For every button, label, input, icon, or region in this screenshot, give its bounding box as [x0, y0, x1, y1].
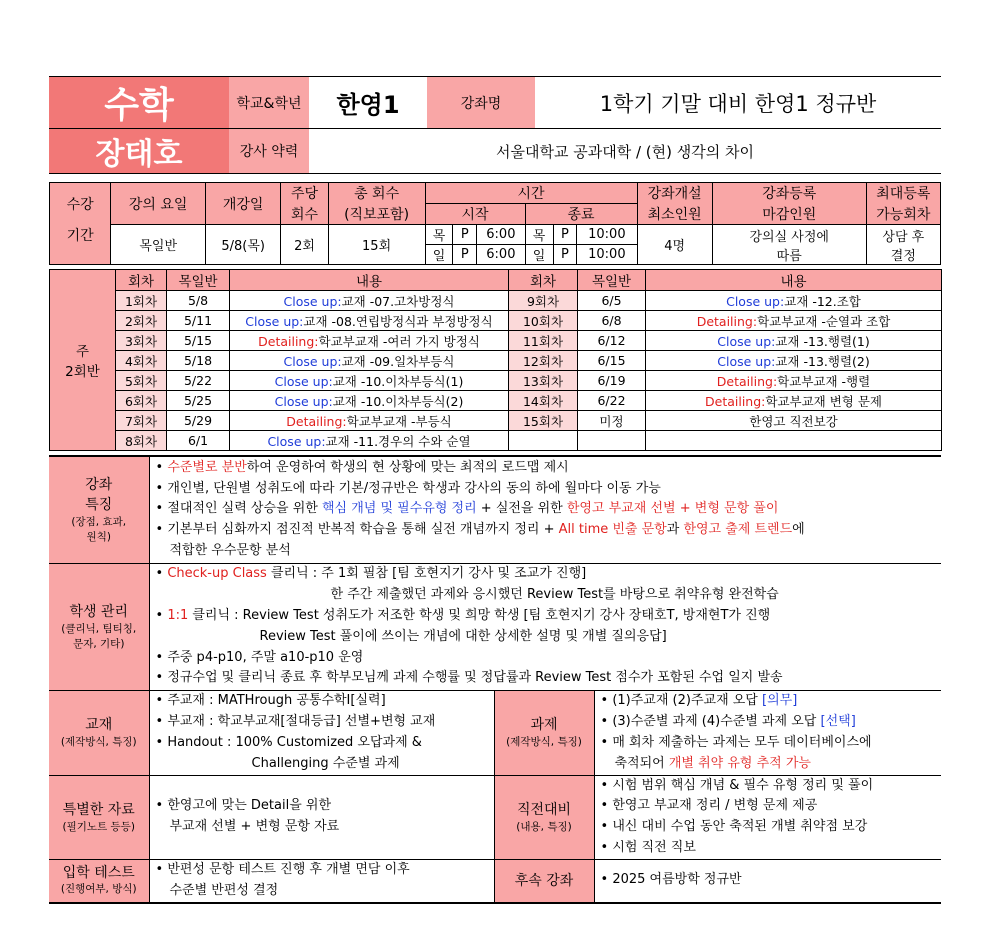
- plan-content: [646, 351, 942, 371]
- plan-tag: Close up:: [717, 333, 776, 349]
- plan-side-label: 주 2회반: [50, 270, 116, 451]
- plan-header-col-content: 내용: [230, 270, 509, 291]
- plan-tag: Detailing:: [705, 393, 766, 409]
- plan-text: 한영고 직전보강: [749, 413, 838, 429]
- plan-header-col-day: 목일반: [578, 270, 646, 291]
- slot2-start-time: 6:00: [477, 245, 525, 265]
- management-section: [49, 564, 941, 692]
- period-label: 수강: [50, 183, 111, 225]
- plan-text: 교재 -07.고차방정식: [341, 293, 455, 309]
- plan-date: 6/19: [578, 371, 646, 391]
- plan-tag: Detailing:: [286, 413, 347, 429]
- final-label: 직전대비 (내용, 특징): [494, 776, 594, 860]
- plan-date: 6/5: [578, 291, 646, 311]
- col-weekly: 주당: [281, 183, 328, 204]
- slot2-end-day: 일: [525, 245, 553, 265]
- features-label: 강좌 특징 (장점, 효과, 원칙): [49, 457, 149, 563]
- plan-content: [646, 291, 942, 311]
- plan-tag: Close up:: [245, 313, 304, 329]
- header-table: [49, 76, 941, 174]
- open-value: 5/8(목): [206, 225, 281, 265]
- teacher-name: 장태호: [49, 129, 229, 174]
- plan-empty-cell: [646, 431, 942, 451]
- career-value: 서울대학교 공과대학 / (현) 생각의 차이: [309, 129, 941, 174]
- entrance-follow-section: [49, 860, 941, 904]
- plan-empty-cell: [578, 431, 646, 451]
- plan-round: 6회차: [116, 391, 167, 411]
- slot2-end-time: 10:00: [577, 245, 637, 265]
- plan-round: 9회차: [509, 291, 578, 311]
- col-time: 시간: [425, 183, 637, 204]
- col-total-2: (직보포함): [328, 204, 425, 225]
- plan-content: [230, 391, 509, 411]
- plan-tag: Detailing:: [258, 333, 319, 349]
- plan-text: 교재 -10.이차부등식(1): [332, 373, 464, 389]
- col-deadline: 강좌등록: [712, 183, 866, 204]
- plan-round: 12회차: [509, 351, 578, 371]
- plan-content: [230, 431, 509, 451]
- col-start: 시작: [425, 204, 525, 225]
- plan-date: 6/15: [578, 351, 646, 371]
- plan-date: 미정: [578, 411, 646, 431]
- plan-content: [230, 371, 509, 391]
- plan-header-col-round: 회차: [509, 270, 578, 291]
- features-content: • 수준별로 분반하여 운영하여 학생의 현 상황에 맞는 최적의 로드맵 제시 • 개인별, 단원별 성취도에 따라 기본/정규반은 학생과 강사의 동의 하에 월마다 이동 가능 • 절대적인 실력 상승을 위한 핵심 개념 및 필수유형 정리 + 실전을 위한 한영고 부교재 선별 + 변형 문항 풀이 • 기본부터 심화까지 점진적 반복적 학습을 통해 실전 개념까지 정리 + All time 빈출 문항과 한영고 출제 트렌드에 적합한 우수문항 분석: [155, 459, 805, 558]
- plan-content: [230, 311, 509, 331]
- course-name-value: 1학기 기말 대비 한영1 정규반: [535, 77, 941, 129]
- plan-round: 1회차: [116, 291, 167, 311]
- plan-date: 5/15: [167, 331, 230, 351]
- plan-round: 13회차: [509, 371, 578, 391]
- plan-date: 5/8: [167, 291, 230, 311]
- slot1-start-time: 6:00: [477, 225, 525, 245]
- plan-date: 5/22: [167, 371, 230, 391]
- plan-row: [50, 371, 942, 391]
- plan-round: 15회차: [509, 411, 578, 431]
- plan-text: 학교부교재 -순열과 조합: [757, 313, 891, 329]
- plan-table: [49, 269, 942, 451]
- plan-row: [50, 291, 942, 311]
- max-value: 상담 후 결정: [866, 225, 940, 265]
- management-content: • Check-up Class 클리닉 : 주 1회 필참 [팀 호현지기 강사 및 조교가 진행] 한 주간 제출했던 과제와 응시했던 Review Test를 바탕으로 취약유형 완전학습 • 1:1 클리닉 : Review Test 성취도가 저조한 학생 및 희망 학생 [팀 호현지기 강사 장태호T, 방재현T가 진행 Review Test 풀이에 쓰이는 개념에 대한 상세한 설명 및 개별 질의응답] • 주중 p4-p10, 주말 a10-p10 운영 • 정규수업 및 클리닉 종료 후 학부모님께 과제 수행률 및 정답률과 Review Test 점수가 포함된 수업 일지 발송: [155, 566, 783, 686]
- special-final-section: [49, 776, 941, 861]
- final-content: • 시험 범위 핵심 개념 & 필수 유형 정리 및 풀이 • 한영고 부교재 정리 / 변형 문제 제공 • 내신 대비 수업 동안 축적된 개별 취약점 보강 • 시험 직전 직보: [600, 777, 874, 856]
- plan-content: [230, 351, 509, 371]
- plan-empty-cell: [509, 431, 578, 451]
- total-value: 15회: [328, 225, 425, 265]
- plan-content: [646, 411, 942, 431]
- plan-tag: Close up:: [274, 373, 333, 389]
- textbook-homework-section: [49, 691, 941, 776]
- col-total: 총 회수: [328, 183, 425, 204]
- plan-text: 교재 -10.이차부등식(2): [332, 393, 464, 409]
- plan-date: 6/12: [578, 331, 646, 351]
- col-open: 개강일: [206, 183, 281, 225]
- slot1-end-time: 10:00: [577, 225, 637, 245]
- school-grade-value: 한영1: [309, 77, 427, 129]
- slot1-end-day: 목: [525, 225, 553, 245]
- plan-text: 교재 -11.경우의 수와 순열: [325, 433, 471, 449]
- plan-content: [646, 371, 942, 391]
- period-label-2: 기간: [50, 225, 111, 265]
- plan-text: 교재 -12.조합: [784, 293, 861, 309]
- plan-text: 학교부교재 변형 문제: [765, 393, 882, 409]
- slot2-start-day: 일: [425, 245, 453, 265]
- col-deadline-2: 마감인원: [712, 204, 866, 225]
- plan-header-col-day: 목일반: [167, 270, 230, 291]
- follow-label: 후속 강좌: [494, 860, 594, 903]
- entrance-label: 입학 테스트 (진행여부, 방식): [49, 860, 149, 903]
- slot1-start-day: 목: [425, 225, 453, 245]
- entrance-content: • 반편성 문항 테스트 진행 후 개별 면담 이후 수준별 반편성 결정: [155, 862, 410, 898]
- info-area: [49, 455, 941, 904]
- management-label: 학생 관리 (클리닉, 팀티칭, 문자, 기타): [49, 564, 149, 691]
- homework-content: • (1)주교재 (2)주교재 오답 [의무] • (3)수준별 과제 (4)수준별 과제 오답 [선택] • 매 회차 제출하는 과제는 모두 데이터베이스에 축적되어 개별 취약 유형 추적 가능: [600, 693, 872, 771]
- course-name-label: 강좌명: [427, 77, 535, 129]
- plan-content: [646, 311, 942, 331]
- plan-row: [50, 311, 942, 331]
- follow-content: • 2025 여름방학 정규반: [600, 872, 742, 888]
- plan-round: 14회차: [509, 391, 578, 411]
- plan-date: 6/8: [578, 311, 646, 331]
- plan-text: 교재 -08.연립방정식과 부정방정식: [303, 313, 493, 329]
- plan-row: [50, 351, 942, 371]
- plan-date: 6/22: [578, 391, 646, 411]
- slot2-start-ampm: P: [453, 245, 477, 265]
- col-min: 강좌개설: [637, 183, 712, 204]
- plan-round: 2회차: [116, 311, 167, 331]
- plan-tag: Detailing:: [716, 373, 778, 389]
- plan-tag: Close up:: [283, 353, 342, 369]
- plan-header-col-round: 회차: [116, 270, 167, 291]
- plan-round: 7회차: [116, 411, 167, 431]
- plan-date: 5/25: [167, 391, 230, 411]
- plan-header-col-content: 내용: [646, 270, 942, 291]
- deadline-value: 강의실 사정에 따름: [712, 225, 866, 265]
- textbook-content: • 주교재 : MATHrough 공통수학Ⅰ[실력] • 부교재 : 학교부교재[절대등급] 선별+변형 교재 • Handout : 100% Customized 오답과제 & Challenging 수준별 과제: [155, 693, 436, 771]
- plan-row: [50, 391, 942, 411]
- plan-tag: Close up:: [274, 393, 333, 409]
- plan-date: 5/11: [167, 311, 230, 331]
- plan-text: 학교부교재 -여러 가지 방정식: [318, 333, 480, 349]
- slot2-end-ampm: P: [553, 245, 577, 265]
- plan-text: 교재 -13.행렬(2): [775, 353, 870, 369]
- plan-round: 5회차: [116, 371, 167, 391]
- plan-round: 10회차: [509, 311, 578, 331]
- plan-content: [230, 291, 509, 311]
- plan-text: 학교부교재 -부등식: [346, 413, 452, 429]
- col-weekly-2: 회수: [281, 204, 328, 225]
- col-max: 최대등록: [866, 183, 940, 204]
- plan-content: [230, 411, 509, 431]
- plan-content: [230, 331, 509, 351]
- plan-round: 4회차: [116, 351, 167, 371]
- plan-round: 3회차: [116, 331, 167, 351]
- special-label: 특별한 자료 (필기노트 등등): [49, 776, 149, 860]
- plan-content: [646, 391, 942, 411]
- textbook-label: 교재 (제작방식, 특징): [49, 691, 149, 775]
- subject-title: 수학: [49, 77, 229, 129]
- plan-tag: Close up:: [726, 293, 785, 309]
- col-max-2: 가능회차: [866, 204, 940, 225]
- plan-date: 5/29: [167, 411, 230, 431]
- special-content: • 한영고에 맞는 Detail을 위한 부교재 선별 + 변형 문항 자료: [155, 798, 340, 835]
- plan-row: [50, 431, 942, 451]
- slot1-end-ampm: P: [553, 225, 577, 245]
- plan-text: 교재 -13.행렬(1): [775, 333, 870, 349]
- plan-text: 교재 -09.일차부등식: [341, 353, 455, 369]
- school-grade-label: 학교&학년: [229, 77, 309, 129]
- day-value: 목일반: [111, 225, 206, 265]
- col-min-2: 최소인원: [637, 204, 712, 225]
- plan-tag: Close up:: [283, 293, 342, 309]
- schedule-table: [49, 182, 941, 265]
- plan-content: [646, 331, 942, 351]
- weekly-value: 2회: [281, 225, 328, 265]
- plan-date: 6/1: [167, 431, 230, 451]
- homework-label: 과제 (제작방식, 특징): [494, 691, 594, 775]
- col-end: 종료: [525, 204, 637, 225]
- plan-tag: Close up:: [717, 353, 776, 369]
- plan-text: 학교부교재 -행렬: [777, 373, 871, 389]
- features-section: [49, 457, 941, 564]
- career-label: 강사 약력: [229, 129, 309, 174]
- plan-tag: Detailing:: [696, 313, 758, 329]
- plan-row: [50, 411, 942, 431]
- col-day: 강의 요일: [111, 183, 206, 225]
- plan-round: 11회차: [509, 331, 578, 351]
- plan-round: 8회차: [116, 431, 167, 451]
- plan-row: [50, 331, 942, 351]
- plan-tag: Close up:: [267, 433, 326, 449]
- min-value: 4명: [637, 225, 712, 265]
- plan-date: 5/18: [167, 351, 230, 371]
- slot1-start-ampm: P: [453, 225, 477, 245]
